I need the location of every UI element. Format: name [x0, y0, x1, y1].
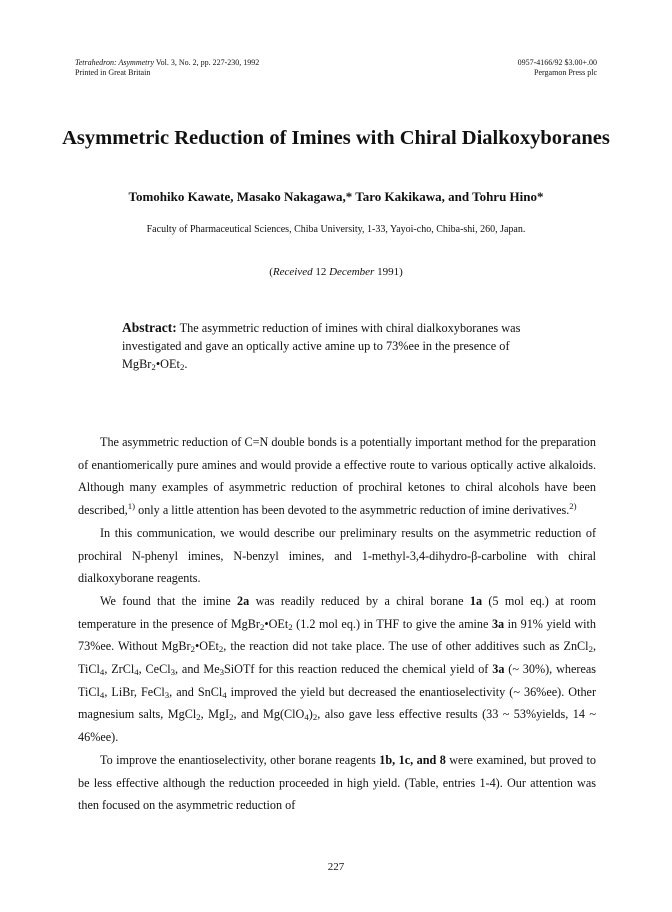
compound-2a: 2a	[237, 593, 250, 608]
received-year: 1991	[374, 266, 400, 278]
paragraph-1: The asymmetric reduction of C=N double bonds is a potentially important method for the preparation of enantiomerically pure amines and would provide a effective route to various optically active alkaloids. Although many examples of asymmetric reduction of prochiral ketones to chiral alcohols have been described,$^{1)}$ only a little attention has been devoted to the asymmetric reduction of imine derivatives.$^{2)}$	[78, 435, 596, 518]
paper-title: Asymmetric Reduction of Imines with Chiral Dialkoxyboranes	[62, 127, 610, 149]
received-day: 12	[312, 266, 330, 278]
abstract: Abstract: The asymmetric reduction of imines with chiral dialkoxyboranes was investigated and gave an optically active amine up to 73%ee in the presence of MgBr$_2$•OEt$_2$.	[122, 320, 521, 373]
abstract-text: The asymmetric reduction of imines with chiral dialkoxyboranes was investigated and gave an optically active amine up to 73%ee in the presence of	[122, 321, 521, 353]
abstract-label: Abstract:	[122, 320, 177, 335]
publisher: Pergamon Press plc	[534, 68, 597, 77]
journal-name: Tetrahedron: Asymmetry	[75, 58, 155, 67]
compound-1a: 1a	[469, 593, 483, 608]
paragraph-3: We found that the imine 2a was readily reduced by a chiral borane 1a (5 mol eq.) at room temperature in the presence of MgBr$_2$•OEt$_2$ (1.2 mol eq.) in THF to give the amine 3a in 91% yield with 73%ee. Without MgBr$_2$•OEt$_2$, the reaction did not take place. The use of other additives such as ZnCl$_2$, TiCl$_4$, ZrCl$_4$, CeCl$_3$, and $Me_3SiOTf$ for this reaction reduced the chemical yield of 3a (~ 30%), whereas TiCl$_4$, LiBr, FeCl$_3$, and SnCl$_4$ improved the yield but decreased the enantioselectivity (~ 36%ee). Other magnesium salts, MgCl$_2$, MgI$_2$, and $Mg(ClO_4)_2$, also gave less effective results (33 ~ 53%yields, 14 ~ 46%ee).	[78, 593, 597, 745]
printed-location: Printed in Great Britain	[75, 68, 151, 77]
price-code: 0957-4166/92 $3.00+.00	[517, 58, 597, 67]
ref-1: 1)	[127, 501, 136, 512]
paragraph-2: In this communication, we would describe our preliminary results on the asymmetric reduction of prochiral N-phenyl imines, N-benzyl imines, and 1-methyl-3,4-dihydro-β-carboline with chiral dialkoxyborane reagents.	[78, 525, 596, 586]
ref-2: 2)	[569, 501, 577, 512]
compound-3a: 3a	[491, 616, 505, 631]
received-date: (Received 12 December 1991)	[269, 266, 403, 278]
body-text	[78, 431, 596, 817]
paragraph-4: To improve the enantioselectivity, other borane reagents 1b, 1c, and 8 were examined, but proved to be less effective although the reduction proceeded in high yield. (Table, entries 1-4). Our attention was then focused on the asymmetric reduction of	[78, 752, 596, 813]
compound-list: 1b, 1c, and 8	[379, 752, 446, 767]
volume-pages: Vol. 3, No. 2, pp. 227-230, 1992	[154, 58, 260, 67]
received-label: Received	[272, 266, 313, 278]
page-number: 227	[327, 861, 345, 873]
authors: Tomohiko Kawate, Masako Nakagawa,* Taro Kakikawa, and Tohru Hino*	[128, 189, 544, 204]
affiliation: Faculty of Pharmaceutical Sciences, Chiba University, 1-33, Yayoi-cho, Chiba-shi, 260, Japan.	[146, 224, 526, 235]
received-month: December	[329, 266, 375, 278]
